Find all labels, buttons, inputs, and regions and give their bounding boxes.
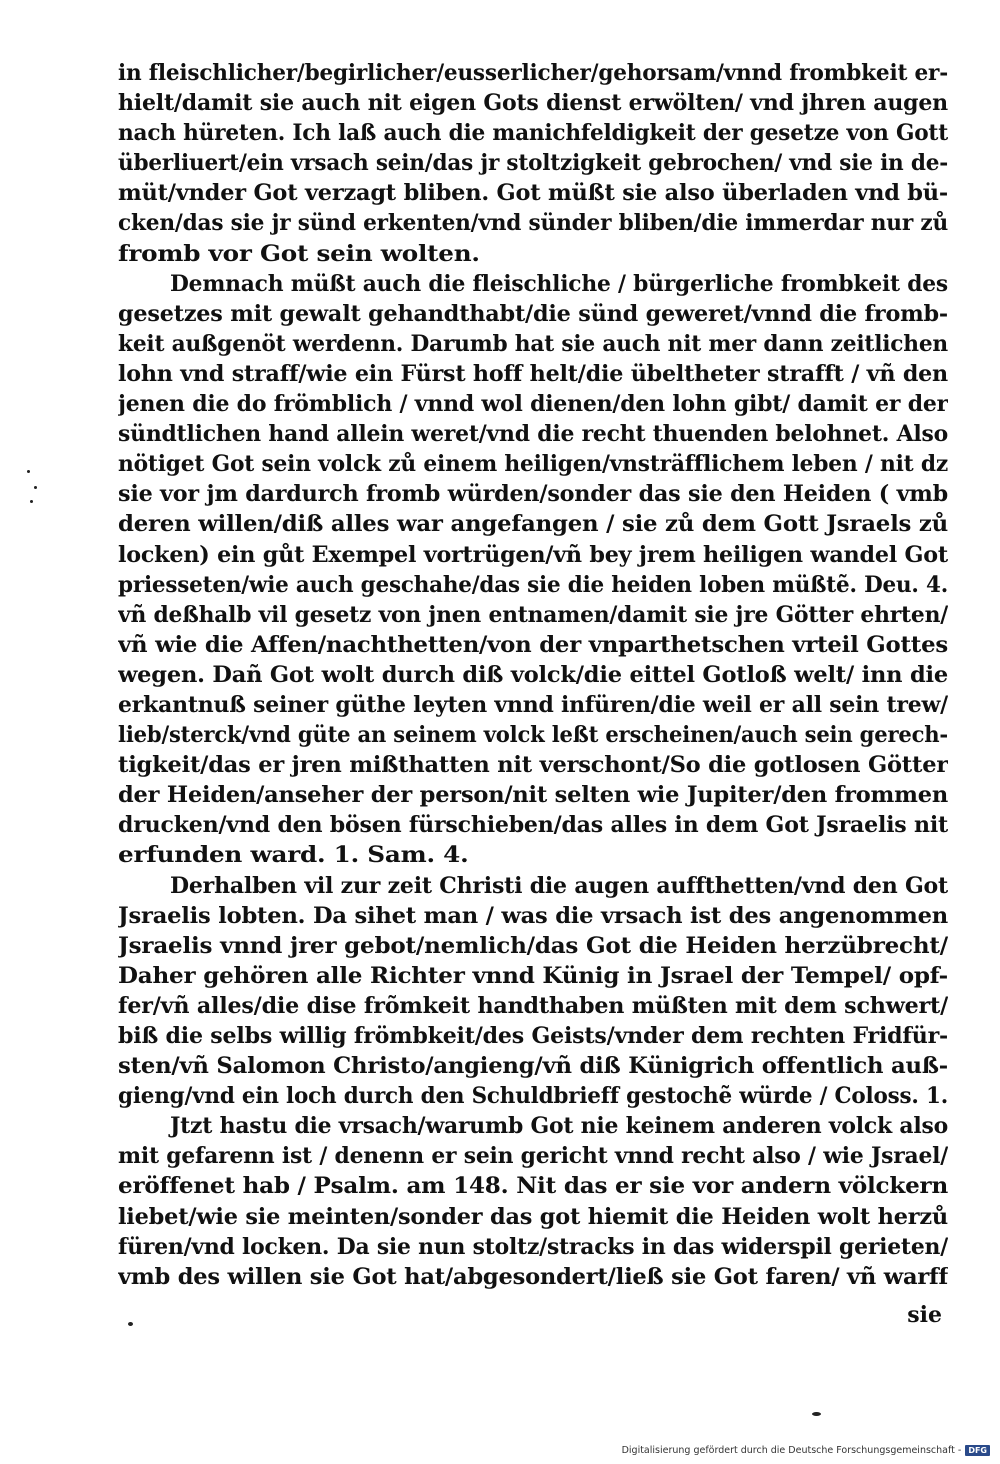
text-line: fer/vñ alles/die dise frõmkeit handthaben müßten mit dem schwert/ [118,992,948,1019]
text-line: deren willen/diß alles war angefangen / sie zů dem Gott Jsraels zů [118,511,948,538]
text-line: Derhalben vil zur zeit Christi die augen auffthetten/vnd den Got [170,872,948,899]
text-line: fromb vor Got sein wolten. [118,240,480,267]
scan-speck [128,1322,133,1326]
text-line: vñ deßhalb vil gesetz von jnen entnamen/damit sie jre Götter ehrten/ [118,601,948,628]
footer-text: Digitalisierung gefördert durch die Deutsche Forschungsgemeinschaft - [621,1445,962,1456]
text-line: jenen die do frömblich / vnnd wol dienen/den lohn gibt/ damit er der [118,391,948,418]
text-line: der Heiden/anseher der person/nit selten wie Jupiter/den frommen [118,782,948,809]
text-line: lieb/sterck/vnd güte an seinem volck leßt erscheinen/auch sein gerech- [118,722,948,749]
text-line: mit gefarenn ist / denenn er sein gericht vnnd recht also / wie Jsrael/ [118,1143,948,1170]
text-line: tigkeit/das er jren mißthatten nit verschont/So die gotlosen Götter [118,752,948,779]
text-line: biß die selbs willig frömbkeit/des Geists/vnder dem rechten Fridfür- [118,1023,948,1049]
text-line: priesseten/wie auch geschahe/das sie die heiden loben müßtẽ. Deu. 4. [118,571,948,598]
text-line: erkantnuß seiner güthe leyten vnnd infüren/die weil er all sein trew/ [118,691,948,718]
text-line: gieng/vnd ein loch durch den Schuldbrieff gestochẽ würde / Coloss. 1. [118,1083,948,1110]
text-line: nach hüreten. Ich laß auch die manichfeldigkeit der gesetze von Gott [118,120,948,147]
text-line: liebet/wie sie meinten/sonder das got hiemit die Heiden wolt herzů [118,1203,948,1230]
text-line: nötiget Got sein volck zů einem heiligen/vnsträfflichem leben / nit dz [118,451,948,478]
text-line: vmb des willen sie Got hat/abgesondert/ließ sie Got faren/ vñ warff [118,1263,948,1290]
text-line: sie vor jm dardurch fromb würden/sonder das sie den Heiden ( vmb [118,481,948,508]
text-line: wegen. Dañ Got wolt durch diß volck/die eittel Gotloß welt/ inn die [118,661,948,688]
text-line: Jtzt hastu die vrsach/warumb Got nie keinem anderen volck also [170,1113,948,1140]
text-line: Jsraelis lobten. Da sihet man / was die vrsach ist des angenommen [118,902,948,929]
text-line: drucken/vnd den bösen fürschieben/das alles in dem Got Jsraelis nit [118,812,948,839]
text-line: in fleischlicher/begirlicher/eusserlicher/gehorsam/vnnd frombkeit er- [118,60,948,86]
text-line: vñ wie die Affen/nachthetten/von der vnparthetschen vrteil Gottes [118,631,948,658]
scan-speck [812,1412,821,1416]
text-line: füren/vnd locken. Da sie nun stoltz/stracks in das widerspil gerieten/ [118,1233,948,1260]
dfg-logo: DFG [965,1445,990,1456]
scan-speck [27,470,30,473]
text-line: Jsraelis vnnd jrer gebot/nemlich/das Got die Heiden herzübrecht/ [118,932,948,959]
text-line: gesetzes mit gewalt gehandthabt/die sünd geweret/vnnd die fromb- [118,300,948,327]
text-line: sündtlichen hand allein weret/vnd die recht thuenden belohnet. Also [118,421,948,448]
text-line: überliuert/ein vrsach sein/das jr stoltzigkeit gebrochen/ vnd sie in de- [118,150,948,177]
text-line: sten/vñ Salomon Christo/angieng/vñ diß Künigrich offentlich auß- [118,1053,948,1080]
text-line: Demnach müßt auch die fleischliche / bürgerliche frombkeit des [170,270,948,297]
text-line: Daher gehören alle Richter vnnd Künig in Jsrael der Tempel/ opf- [118,962,948,989]
text-line: müt/vnder Got verzagt bliben. Got müßt sie also überladen vnd bü- [118,180,948,207]
text-line: cken/das sie jr sünd erkenten/vnd sünder bliben/die immerdar nur zů [118,210,948,237]
scan-speck [34,486,37,489]
scan-speck [30,500,33,503]
digitization-footer [622,1445,990,1456]
text-line: locken) ein gůt Exempel vortrügen/vñ bey jrem heiligen wandel Got [118,541,948,568]
text-line: lohn vnd straff/wie ein Fürst hoff helt/die übeltheter strafft / vñ den [118,360,948,387]
text-line: eröffenet hab / Psalm. am 148. Nit das er sie vor andern völckern [118,1173,948,1200]
catchword: sie [907,1302,942,1328]
body-text [118,58,948,1292]
text-line: hielt/damit sie auch nit eigen Gots dienst erwölten/ vnd jhren augen [118,90,948,117]
text-line: keit außgenöt werdenn. Darumb hat sie auch nit mer dann zeitlichen [118,330,948,357]
text-line: erfunden ward. 1. Sam. 4. [118,842,469,869]
